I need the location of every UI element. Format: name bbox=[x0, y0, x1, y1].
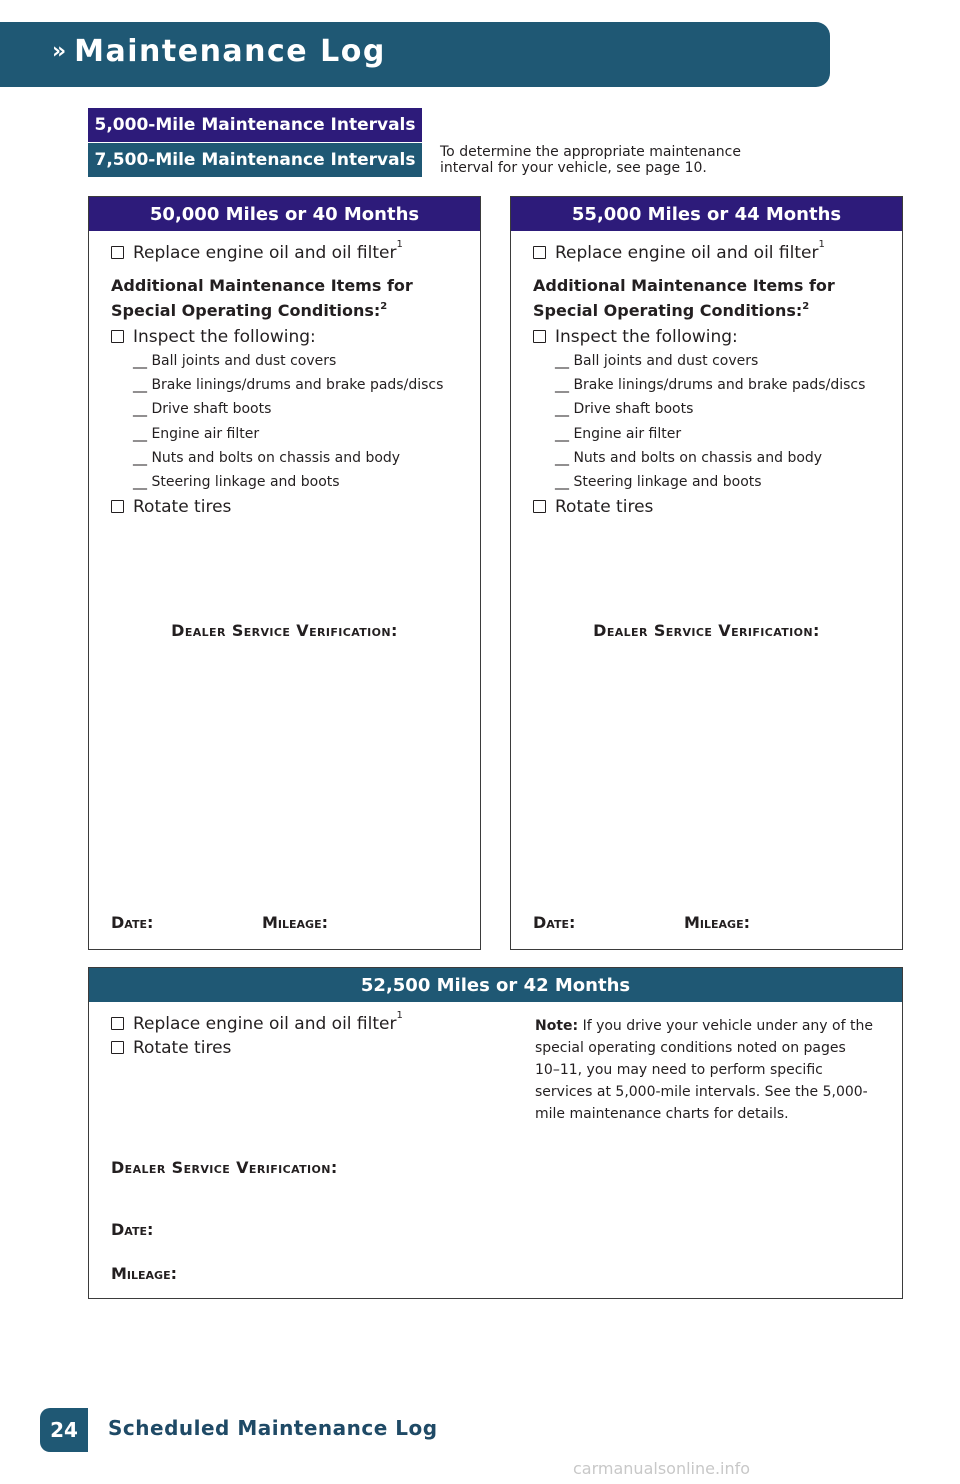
tab-7500-mile-intervals[interactable]: 7,500-Mile Maintenance Intervals bbox=[88, 143, 422, 177]
list-item: __ Brake linings/drums and brake pads/discs bbox=[133, 377, 444, 394]
list-item: __ Nuts and bolts on chassis and body bbox=[555, 449, 823, 466]
checkbox[interactable] bbox=[111, 500, 124, 513]
list-item: __ Drive shaft boots bbox=[133, 401, 272, 418]
list-item: __ Ball joints and dust covers bbox=[555, 353, 759, 369]
card-body bbox=[533, 239, 892, 518]
maintenance-card-52500 bbox=[88, 967, 903, 1299]
checklist-label: Replace engine oil and oil filter$^1$ bbox=[555, 239, 825, 263]
checklist-label: Replace engine oil and oil filter$^1$ bbox=[133, 1010, 403, 1034]
note-label: Note: bbox=[535, 1018, 579, 1034]
inspect-list bbox=[133, 349, 470, 494]
card-body bbox=[111, 1010, 403, 1062]
note-body: If you drive your vehicle under any of the special operating conditions noted on pages 10–11, you may need to perform specific services at 5,000-mile intervals. See the 5,000-mile maintenance charts for details. bbox=[535, 1018, 873, 1122]
page-title bbox=[52, 34, 386, 69]
checklist-label: Rotate tires bbox=[133, 497, 232, 518]
list-item: __ Engine air filter bbox=[555, 425, 682, 442]
page-number: 24 bbox=[40, 1408, 88, 1452]
checklist-item bbox=[111, 497, 470, 517]
checkbox[interactable] bbox=[533, 330, 546, 343]
checklist-item bbox=[111, 1010, 403, 1034]
card-title: 55,000 Miles or 44 Months bbox=[511, 197, 902, 231]
list-item: __ Steering linkage and boots bbox=[133, 474, 340, 491]
watermark: carmanualsonline.info bbox=[573, 1459, 751, 1478]
mileage-label: Mileage: bbox=[684, 913, 750, 932]
checkbox[interactable] bbox=[111, 1017, 124, 1030]
checklist-item bbox=[111, 1038, 403, 1058]
checkbox[interactable] bbox=[111, 246, 124, 259]
dealer-verification-label: Dealer Service Verification: bbox=[111, 1158, 338, 1177]
note-text bbox=[535, 1015, 875, 1125]
checkbox[interactable] bbox=[533, 500, 546, 513]
mileage-label: Mileage: bbox=[262, 913, 328, 932]
dealer-verification-label: Dealer Service Verification: bbox=[171, 621, 398, 640]
intro-text: To determine the appropriate maintenance interval for your vehicle, see page 10. bbox=[440, 144, 741, 176]
page-title-text: Maintenance Log bbox=[74, 34, 386, 69]
list-item: __ Ball joints and dust covers bbox=[133, 353, 337, 369]
card-title: 52,500 Miles or 42 Months bbox=[89, 968, 902, 1002]
checklist-item bbox=[533, 239, 892, 263]
additional-heading: Additional Maintenance Items for Special Operating Conditions:$^2$ bbox=[111, 276, 413, 320]
mileage-label: Mileage: bbox=[111, 1264, 177, 1283]
date-label: Date: bbox=[111, 1220, 154, 1239]
list-item: __ Brake linings/drums and brake pads/discs bbox=[555, 377, 866, 394]
inspect-list bbox=[555, 349, 892, 494]
checkbox[interactable] bbox=[533, 246, 546, 259]
card-title: 50,000 Miles or 40 Months bbox=[89, 197, 480, 231]
maintenance-card-50000 bbox=[88, 196, 481, 950]
checklist-label: Inspect the following: bbox=[555, 327, 738, 347]
tab-5000-mile-intervals[interactable]: 5,000-Mile Maintenance Intervals bbox=[88, 108, 422, 142]
list-item: __ Steering linkage and boots bbox=[555, 474, 762, 491]
card-body bbox=[111, 239, 470, 518]
chevron-right-icon: ›› bbox=[52, 39, 63, 64]
list-item: __ Engine air filter bbox=[133, 425, 260, 442]
dealer-verification-label: Dealer Service Verification: bbox=[593, 621, 820, 640]
checklist-label: Rotate tires bbox=[133, 1038, 232, 1058]
maintenance-card-55000 bbox=[510, 196, 903, 950]
checkbox[interactable] bbox=[111, 330, 124, 343]
footer-title: Scheduled Maintenance Log bbox=[108, 1416, 438, 1440]
checklist-item bbox=[111, 239, 470, 263]
date-label: Date: bbox=[111, 913, 154, 932]
checklist-label: Rotate tires bbox=[555, 497, 654, 518]
checklist-label: Replace engine oil and oil filter$^1$ bbox=[133, 239, 403, 263]
checklist-item bbox=[111, 327, 470, 347]
checkbox[interactable] bbox=[111, 1041, 124, 1054]
list-item: __ Drive shaft boots bbox=[555, 401, 694, 418]
checklist-item bbox=[533, 327, 892, 347]
checklist-label: Inspect the following: bbox=[133, 327, 316, 347]
checklist-item bbox=[533, 497, 892, 517]
list-item: __ Nuts and bolts on chassis and body bbox=[133, 449, 401, 466]
additional-heading: Additional Maintenance Items for Special Operating Conditions:$^2$ bbox=[533, 276, 835, 320]
date-label: Date: bbox=[533, 913, 576, 932]
